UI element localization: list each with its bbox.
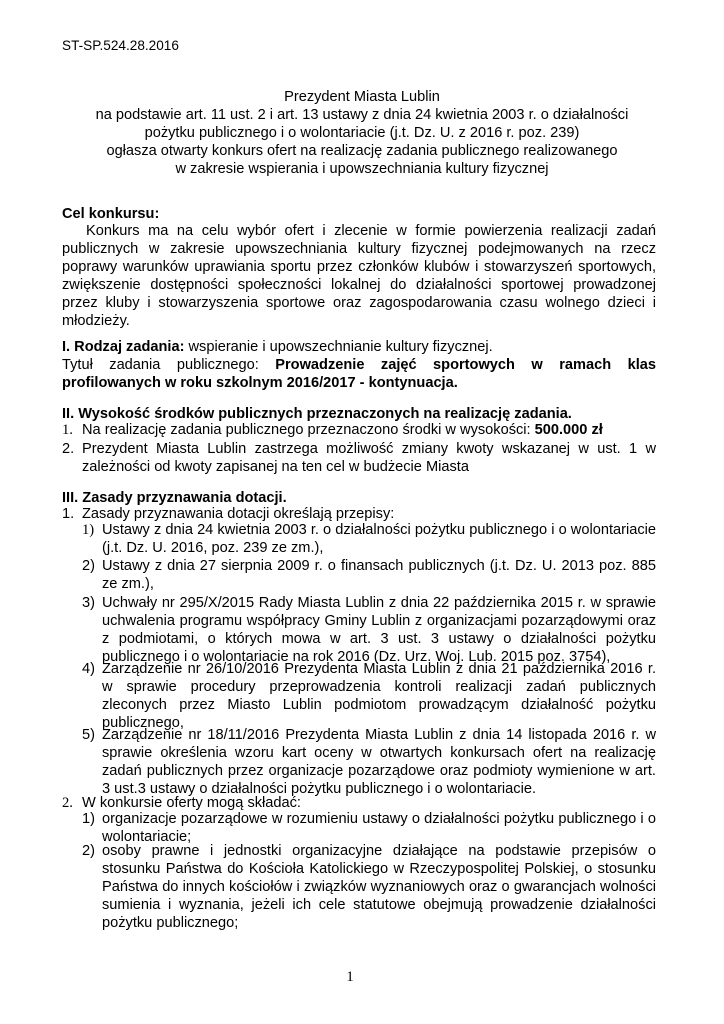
list-text: Prezydent Miasta Lublin zastrzega możliwość zmiany kwoty wskazanej w ust. 1 w zależności od kwoty zapisanej na ten cel w budżecie Miasta [82,441,656,475]
list-number: 2) [82,558,95,574]
header-line: Prezydent Miasta Lublin [284,89,440,105]
section1-title-label: Tytuł zadania publicznego: [62,357,276,373]
list-number: 5) [82,727,95,743]
list-number: 2. [62,795,73,811]
cel-body: Konkurs ma na celu wybór ofert i zlecenie w formie powierzenia realizacji zadań publicznych w zakresie upowszechniania kultury fizycznej podejmowanych na rzecz poprawy warunków uprawiania sportu przez członków klubów i stowarzyszeń sportowych, zwiększenie dostępności społeczności lokalnej do działalności sportowej prowadzonej przez kluby i stowarzyszenia sportowe oraz zagospodarowania czasu wolnego dzieci i młodzieży. [62,223,656,329]
funding-text: Na realizację zadania publicznego przeznaczono środki w wysokości: [82,422,535,438]
list-text: W konkursie oferty mogą składać: [82,795,301,811]
section2-heading: II. Wysokość środków publicznych przeznaczonych na realizację zadania. [62,406,572,422]
header-line: pożytku publicznego i o wolontariacie (j.t. Dz. U. z 2016 r. poz. 239) [144,125,580,141]
list-number: 3) [82,595,95,611]
list-number: 1) [82,522,95,538]
list-text: Uchwały nr 295/X/2015 Rady Miasta Lublin z dnia 22 października 2015 r. w sprawie uchwalenia programu współpracy Gminy Lublin z organizacjami pozarządowymi oraz z podmiotami, o których mowa w art. 3 ust. 3 ustawy o działalności pożytku publicznego i o wolontariacie na rok 2016 (Dz. Urz. Woj. Lub. 2015 poz. 3754), [102,595,656,665]
section1-value: wspieranie i upowszechnianie kultury fizycznej. [184,339,493,355]
document-reference: ST-SP.524.28.2016 [62,38,179,53]
section1-title-value: Prowadzenie zajęć sportowych w ramach klas profilowanych w roku szkolnym 2016/2017 - kontynuacja. [62,357,656,391]
list-text: Ustawy z dnia 24 kwietnia 2003 r. o działalności pożytku publicznego i o wolontariacie (j.t. Dz. U. 2016, poz. 239 ze zm.), [102,522,656,556]
list-text [82,421,656,439]
list-number: 1) [82,811,95,827]
list-text: Zarządzenie nr 26/10/2016 Prezydenta Miasta Lublin z dnia 21 października 2016 r. w sprawie procedury przeprowadzenia kontroli realizacji zadań publicznych zleconych przez Miasto Lublin podmiotom prowadzącym działalność pożytku publicznego, [102,661,656,731]
funding-amount: 500.000 zł [534,422,603,438]
page-number: 1 [346,969,354,985]
list-number: 1. [62,422,73,438]
header-line: ogłasza otwarty konkurs ofert na realizację zadania publicznego realizowanego [106,143,618,159]
list-text: osoby prawne i jednostki organizacyjne działające na podstawie przepisów o stosunku Państwa do Kościoła Katolickiego w Rzeczypospolitej Polskiej, o stosunku Państwa do innych kościołów i związków wyznaniowych oraz o gwarancjach wolności sumienia i wyznania, jeżeli ich cele statutowe obejmują prowadzenie działalności pożytku publicznego; [102,843,656,931]
list-text: Ustawy z dnia 27 sierpnia 2009 r. o finansach publicznych (j.t. Dz. U. 2013 poz. 885 ze zm.), [102,558,656,592]
header-line: na podstawie art. 11 ust. 2 i art. 13 ustawy z dnia 24 kwietnia 2003 r. o działalności [95,107,629,123]
section1-label: I. Rodzaj zadania: [62,339,185,355]
section1-task-title [62,356,656,392]
header-line: w zakresie wspierania i upowszechniania kultury fizycznej [175,161,549,177]
cel-heading: Cel konkursu: [62,206,160,222]
list-number: 1. [62,506,75,522]
section1-task-type [62,338,656,356]
list-text: Zarządzenie nr 18/11/2016 Prezydenta Miasta Lublin z dnia 14 listopada 2016 r. w sprawie określenia wzoru kart oceny w otwartych konkursach ofert na realizację zadań publicznych przez organizacje pozarządowe oraz podmioty wymienione w art. 3 ust.3 ustawy o działalności pożytku publicznego i o wolontariacie. [102,727,656,797]
list-text: Zasady przyznawania dotacji określają przepisy: [82,506,395,522]
section3-heading: III. Zasady przyznawania dotacji. [62,490,287,506]
list-text: organizacje pozarządowe w rozumieniu ustawy o działalności pożytku publicznego i o wolontariacie; [102,811,656,845]
list-number: 2) [82,843,95,859]
list-number: 2. [62,441,75,457]
announcement-header [62,88,662,178]
list-number: 4) [82,661,95,677]
